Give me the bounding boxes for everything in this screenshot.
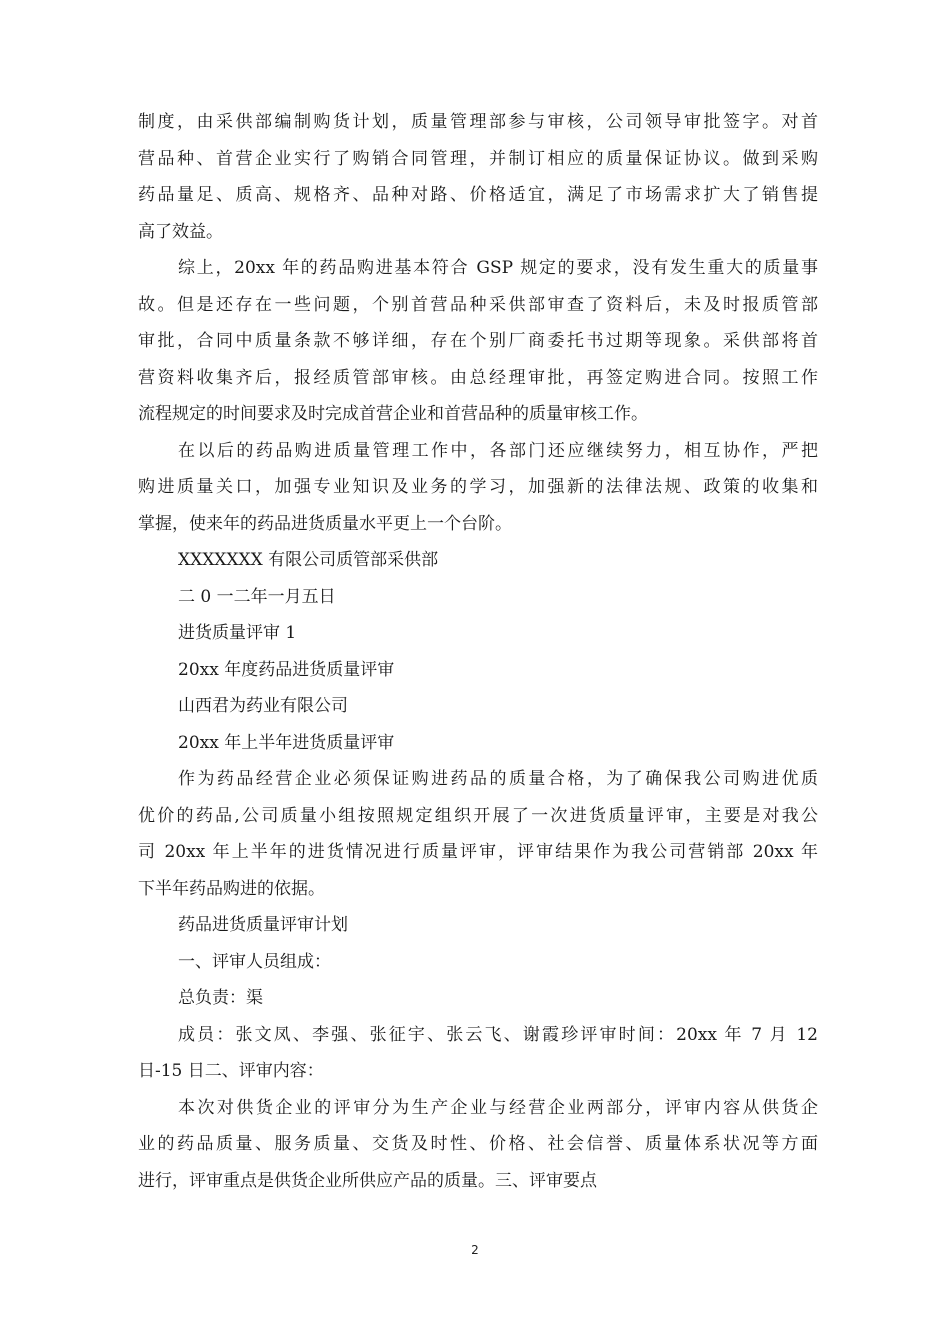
text-line: 进货质量评审 1 bbox=[178, 623, 297, 643]
text-line: XXXXXXX 有限公司质管部采供部 bbox=[178, 550, 439, 570]
text-line: 一、评审人员组成： bbox=[178, 951, 331, 972]
text-line: 高了效益。 bbox=[138, 221, 223, 242]
text-line: 业的药品质量、服务质量、交货及时性、价格、社会信誉、质量体系状况等方面 bbox=[138, 1134, 818, 1154]
text-line: 制度，由采供部编制购货计划，质量管理部参与审核，公司领导审批签字。对首 bbox=[138, 112, 818, 132]
text-line: 药品量足、质高、规格齐、品种对路、价格适宜，满足了市场需求扩大了销售提 bbox=[138, 185, 818, 205]
text-line: 20xx 年上半年进货质量评审 bbox=[178, 732, 395, 753]
page-number: 2 bbox=[471, 1243, 479, 1257]
text-line: 营资料收集齐后，报经质管部审核。由总经理审批，再签定购进合同。按照工作 bbox=[138, 367, 818, 388]
text-line: 司 20xx 年上半年的进货情况进行质量评审，评审结果作为我公司营销部 20xx 年 bbox=[138, 842, 818, 862]
text-line: 进行，评审重点是供货企业所供应产品的质量。三、评审要点 bbox=[138, 1170, 597, 1191]
text-line: 成员：张文凤、李强、张征宇、张云飞、谢霞珍评审时间：20xx 年 7 月 12 bbox=[178, 1024, 818, 1045]
text-line: 营品种、首营企业实行了购销合同管理，并制订相应的质量保证协议。做到采购 bbox=[138, 148, 818, 169]
text-line: 流程规定的时间要求及时完成首营企业和首营品种的质量审核工作。 bbox=[138, 404, 648, 424]
text-line: 下半年药品购进的依据。 bbox=[138, 878, 325, 899]
text-line: 掌握，使来年的药品进货质量水平更上一个台阶。 bbox=[138, 513, 512, 534]
text-line: 20xx 年度药品进货质量评审 bbox=[178, 659, 395, 680]
text-line: 二 0 一二年一月五日 bbox=[178, 586, 336, 607]
text-line: 故。但是还存在一些问题，个别首营品种采供部审查了资料后，未及时报质管部 bbox=[138, 294, 818, 315]
text-line: 总负责：渠 bbox=[178, 988, 263, 1008]
text-line: 优价的药品,公司质量小组按照规定组织开展了一次进货质量评审，主要是对我公 bbox=[138, 805, 818, 826]
text-line: 在以后的药品购进质量管理工作中，各部门还应继续努力，相互协作，严把 bbox=[178, 440, 818, 461]
text-line: 山西君为药业有限公司 bbox=[178, 696, 348, 716]
text-line: 作为药品经营企业必须保证购进药品的质量合格，为了确保我公司购进优质 bbox=[178, 769, 818, 789]
body-text bbox=[138, 104, 818, 1199]
text-line: 药品进货质量评审计划 bbox=[178, 915, 348, 935]
text-line: 购进质量关口，加强专业知识及业务的学习，加强新的法律法规、政策的收集和 bbox=[138, 477, 818, 497]
text-line: 本次对供货企业的评审分为生产企业与经营企业两部分，评审内容从供货企 bbox=[178, 1097, 818, 1118]
text-line: 日-15 日二、评审内容： bbox=[138, 1061, 324, 1081]
text-line: 审批，合同中质量条款不够详细，存在个别厂商委托书过期等现象。采供部将首 bbox=[138, 331, 818, 351]
text-line: 综上，20xx 年的药品购进基本符合 GSP 规定的要求，没有发生重大的质量事 bbox=[178, 258, 818, 278]
